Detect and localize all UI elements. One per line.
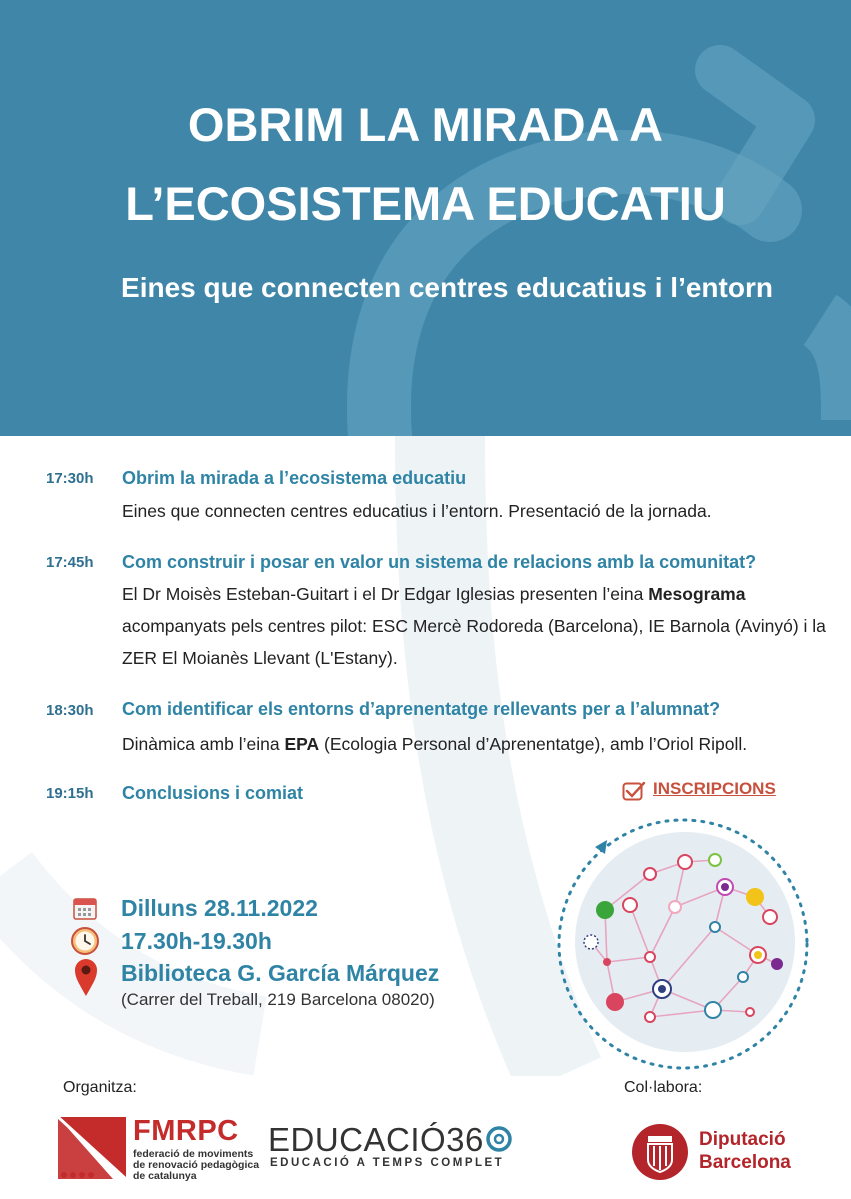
header-banner [0, 0, 851, 436]
diputacio-seal [630, 1122, 690, 1182]
organitza-label: Organitza: [63, 1079, 137, 1096]
diputacio-line: Barcelona [699, 1152, 791, 1173]
clock-icon [70, 926, 100, 956]
description-text: Dinàmica amb l’eina [122, 734, 285, 754]
diputacio-name [699, 1128, 791, 1174]
location-pin-icon [74, 958, 98, 998]
program-description [122, 578, 827, 674]
tool-name: EPA [284, 734, 320, 754]
calendar-icon [72, 895, 98, 921]
program-description: Eines que connecten centres educatius i l’entorn. Presentació de la jornada. [122, 501, 712, 521]
diputacio-line: Diputació [699, 1129, 786, 1150]
fmrpc-subtitle [133, 1149, 259, 1182]
description-text: El Dr Moisès Esteban-Guitart i el Dr Edgar Iglesias presenten l’eina [122, 584, 649, 604]
col-labora-label: Col·labora: [624, 1079, 703, 1096]
program-time: 17:45h [46, 554, 94, 571]
program-time: 19:15h [46, 785, 94, 802]
program-title: Conclusions i comiat [122, 783, 304, 803]
description-text: (Ecologia Personal d’Aprenentatge), amb l’Oriol Ripoll. [319, 734, 748, 754]
description-text: acompanyats pels centres pilot: ESC Mercè Rodoreda (Barcelona), IE Barnola (Avinyó) i la ZER El Moianès Llevant (L'Estany). [122, 616, 826, 668]
educacio-tagline: EDUCACIÓ A TEMPS COMPLET [270, 1157, 505, 1169]
program-time: 17:30h [46, 470, 94, 487]
event-venue: Biblioteca G. García Márquez [121, 960, 440, 986]
title-line-1: OBRIM LA MIRADA A [187, 98, 664, 151]
tool-name: Mesograma [648, 584, 746, 604]
event-date: Dilluns 28.11.2022 [121, 895, 318, 921]
inscripcions-link[interactable]: INSCRIPCIONS [653, 779, 776, 798]
network-graphic [555, 812, 815, 1082]
educacio-name: EDUCACIÓ36 [268, 1121, 484, 1158]
program-title: Obrim la mirada a l’ecosistema educatiu [122, 468, 467, 488]
educacio360-logo [268, 1121, 514, 1159]
fmrpc-name: FMRPC [133, 1115, 239, 1147]
fmrpc-subtitle-line: federació de moviments [133, 1148, 254, 1160]
program-title: Com identificar els entorns d’aprenentatge rellevants per a l’alumnat? [122, 699, 721, 719]
fmrpc-subtitle-line: de renovació pedagògica [133, 1159, 260, 1171]
program-time: 18:30h [46, 702, 94, 719]
fmrpc-subtitle-line: de catalunya [133, 1170, 197, 1182]
title-line-2: L’ECOSISTEMA EDUCATIU [125, 177, 726, 230]
checkbox-icon[interactable] [622, 780, 646, 802]
subtitle: Eines que connecten centres educatius i l’entorn [121, 272, 773, 303]
event-address: (Carrer del Treball, 219 Barcelona 08020) [121, 990, 435, 1009]
zero-circle-icon [484, 1124, 514, 1154]
event-time: 17.30h-19.30h [121, 928, 272, 954]
fmrpc-logo-mark [58, 1117, 128, 1181]
program-title: Com construir i posar en valor un sistema de relacions amb la comunitat? [122, 552, 757, 572]
program-description [122, 728, 842, 760]
